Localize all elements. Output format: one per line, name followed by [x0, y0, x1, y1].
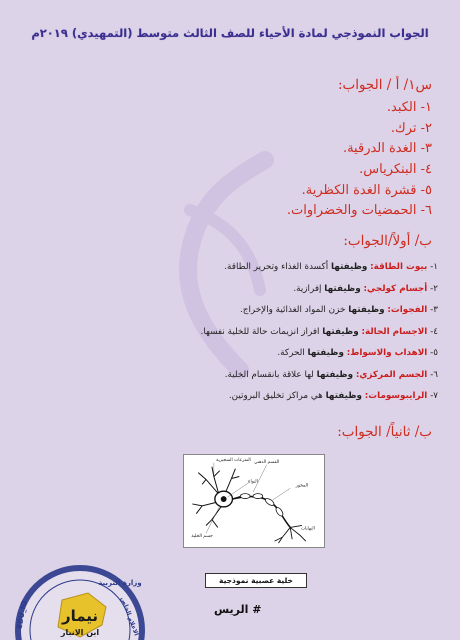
item-text: أكسدة الغذاء وتحرير الطاقة.: [224, 262, 329, 272]
function-item: [18, 386, 438, 408]
function-item: [18, 365, 438, 387]
logo-ring-left-text: EDU_IQ: [15, 600, 29, 630]
answer-item: ٢- ترك.: [390, 120, 432, 136]
item-term: الاجسام الحالة:: [361, 326, 428, 337]
terminal-label: النهايات: [300, 526, 315, 532]
item-number: ١-: [430, 262, 438, 272]
author-signature: # الريس: [214, 603, 262, 616]
item-label: وظيفتها: [307, 348, 344, 358]
item-term: بيوت الطاقة:: [370, 262, 428, 272]
answer-item: ١- الكبد.: [386, 100, 432, 115]
cytoplasm-label: القسم الدهني: [254, 459, 280, 465]
item-text: خزن المواد الغذائية والإخراج.: [239, 305, 346, 315]
item-term: الاهداب والاسواط:: [346, 348, 428, 358]
item-number: ٥-: [430, 348, 438, 358]
item-number: ٢-: [430, 283, 438, 294]
item-number: ٣-: [430, 305, 438, 315]
item-term: أجسام كولجي:: [363, 283, 428, 294]
item-term: الجسم المركزي:: [355, 369, 428, 380]
item-number: ٦-: [430, 369, 438, 380]
item-text: هي مراكز تخليق البروتين.: [228, 391, 323, 401]
item-label: وظيفتها: [316, 369, 354, 380]
item-label: وظيفتها: [325, 391, 362, 401]
answer-item: ٤- البنكرياس.: [359, 162, 432, 178]
item-label: وظيفتها: [324, 283, 361, 294]
item-term: الرايبوسومات:: [364, 391, 428, 401]
answer-item: ٥- قشرة الغدة الكظرية.: [301, 182, 432, 198]
answer-item: ٦- الحمضيات والخضراوات.: [286, 203, 432, 219]
item-label: وظيفتها: [322, 326, 359, 337]
function-item: [18, 343, 438, 365]
item-text: لها علاقة بانقسام الخلية.: [224, 369, 314, 380]
question2-heading: ب/ ثانياً/ الجواب:: [337, 424, 432, 440]
answer-item: ٣- الغدة الدرقية.: [342, 141, 432, 157]
item-number: ٤-: [430, 326, 438, 337]
function-item: [18, 257, 438, 279]
cell-body-label: جسم الخلية: [191, 534, 213, 540]
item-term: الفجوات:: [387, 305, 428, 315]
question1-a-heading: س١/ أ / الجواب:: [337, 77, 432, 93]
logo-ring-top-text: وزارة التربية: [98, 579, 142, 587]
item-number: ٧-: [430, 391, 438, 401]
item-text: الحركة.: [277, 348, 305, 358]
figure-caption: خلية عصبية نموذجية: [205, 573, 307, 588]
function-item: [18, 279, 438, 301]
nucleus-drawing: [221, 496, 227, 502]
organelle-function-list: [18, 257, 438, 408]
nucleus-label: النواة: [248, 479, 258, 485]
item-label: وظيفتها: [330, 262, 368, 272]
function-item: [18, 300, 438, 322]
logo-sub-text: ابن الانبار: [60, 628, 100, 637]
axon-label: المحور: [295, 483, 309, 489]
neuron-diagram: [183, 454, 325, 548]
function-item: [18, 322, 438, 344]
dendrites-label: التفرعات الشجيرية: [216, 457, 251, 463]
page-title: الجواب النموذجي لمادة الأحياء للصف الثالث متوسط (التمهيدي) ٢٠١٩م: [31, 26, 429, 40]
item-text: افراز انزيمات حالة للخلية نفسها.: [200, 326, 320, 337]
logo-ring-bottom-text: الاعلام الخاص: [119, 596, 140, 637]
question1-a-answers: [192, 98, 432, 222]
question1-b-heading: ب/ أولاً/الجواب:: [343, 233, 432, 249]
logo-main-text: نيمار: [61, 607, 99, 625]
item-label: وظيفتها: [348, 305, 385, 315]
item-text: إفرازية.: [293, 283, 322, 294]
channel-logo: [10, 555, 150, 640]
